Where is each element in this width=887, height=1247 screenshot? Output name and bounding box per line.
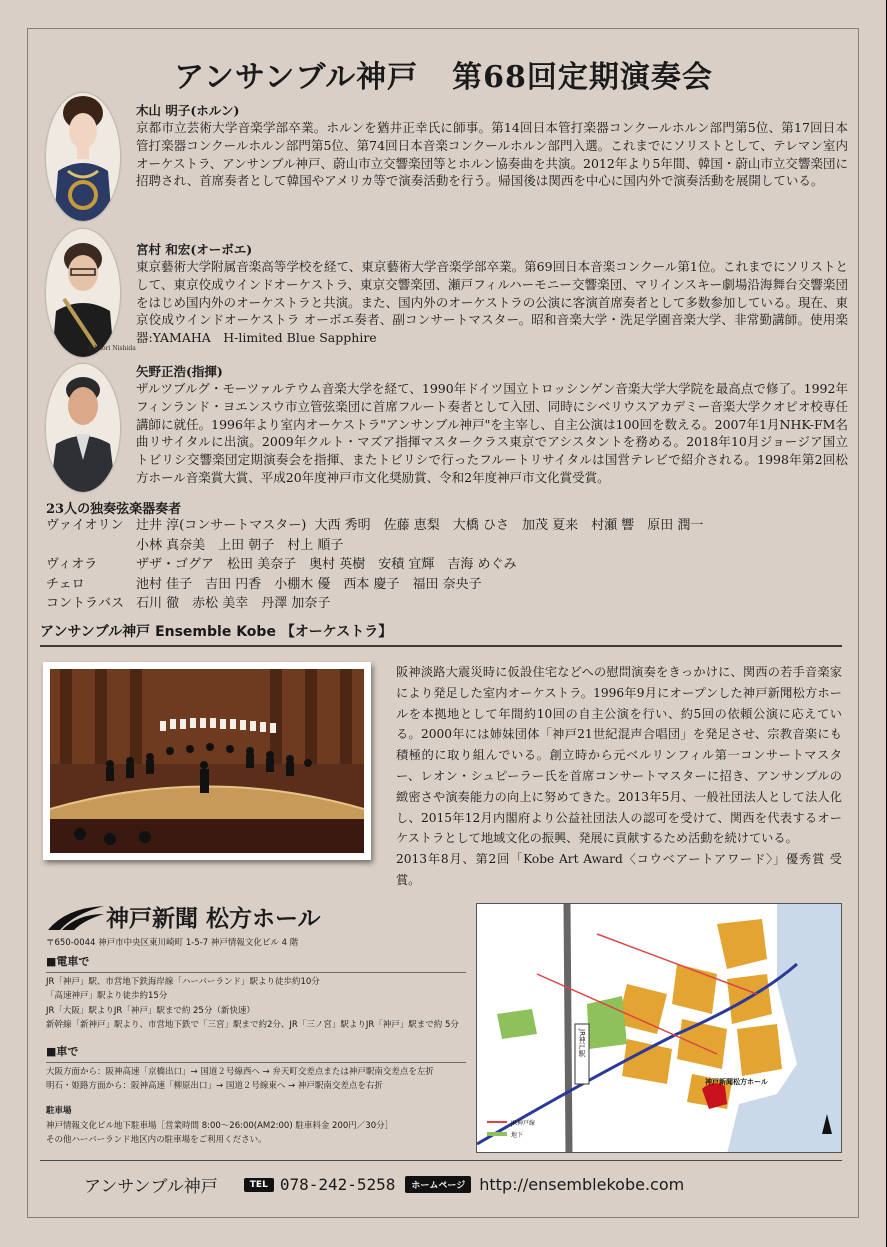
map-station-label: JR神戸駅 — [578, 1029, 586, 1057]
instrument-label: チェロ — [46, 576, 85, 592]
ensemble-name-jp: アンサンブル神戸 — [40, 624, 151, 640]
hall-name: 神戸新聞 松方ホール — [106, 906, 321, 932]
instrument-label: ヴァイオリン — [46, 518, 124, 533]
roster-row — [46, 516, 703, 536]
train-line: JR「大阪」駅よりJR「神戸」駅まで約 25分（新快速） — [46, 1005, 255, 1016]
train-line: 新幹線「新神戸」駅より、市営地下鉄で「三宮」駅まで約2分、JR「三ノ宮」駅よりJR「神戸」駅まで約 5分 — [46, 1020, 459, 1030]
instrument-label — [46, 536, 136, 556]
soloist-3-bio: ザルツブルグ・モーツァルテウム音楽大学を経て、1990年ドイツ国立トロッシンゲン音楽大学大学院を最高点で修了。1992年フィンランド・ヨエンスウ市立管弦楽団に首席フルート奏者として入団、同時にシベリウスアカデミー音楽大学クオピオ校専任講師に就任。1996年より室内オーケストラ"アンサンブル神戸"を主宰し、自主公演は100回を数える。2007年1月NHK-FM名曲リサイタルに出演。2009年クルト・マズア指揮マスタークラス東京でアシスタントを務める。2018年10月ジョージア国立トビリシ交響楽団定期演奏会を指揮、またトビリシで行ったフルートリサイタルは国営テレビで紹介される。1998年第2回松方ホール音楽賞大賞、平成20年度神戸市文化奨励賞、令和2年度神戸市文化賞受賞。 — [136, 381, 848, 485]
homepage-tag: ホームページ — [405, 1176, 471, 1193]
train-line: 「高速神戸」駅より徒歩約15分 — [46, 991, 168, 1001]
map-legend-1: JR神戸線 — [511, 1120, 535, 1127]
parking-line: 神戸情報文化ビル地下駐車場［営業時間 8:00～26:00(AM2:00) 駐車料金 200円／30分］ — [46, 1120, 394, 1131]
train-line: JR「神戸」駅、市営地下鉄海岸線「ハーバーランド」駅より徒歩約10分 — [46, 976, 320, 987]
soloist-2-bio: 東京藝術大学附属音楽高等学校を経て、東京藝術大学音楽学部卒業。第69回日本音楽コンクール第1位。これまでにソリストとして、東京佼成ウインドオーケストラ、東京交響楽団、瀬戸フィルハーモニー交響楽団、マリインスキー劇場沿海舞台交響楽団をはじめ国内外のオーケストラと共演。また、国内外のオーケストラの公演に客演首席奏者として多数参加している。現在、東京佼成ウインドオーケストラ オーボエ奏者、副コンサートマスター。昭和音楽大学・洗足学園音楽大学、非常勤講師。使用楽器:YAMAHA H-limited Blue Sapphire — [136, 259, 848, 346]
hall-logo-icon — [46, 902, 106, 932]
car-line: 大阪方面から：阪神高速「京橋出口」→ 国道２号線西へ → 弁天町交差点または神戸駅南交差点を左折 — [46, 1066, 434, 1077]
instrument-label: コントラバス — [46, 596, 125, 611]
orchestra-photo — [43, 662, 371, 860]
access-map — [476, 903, 842, 1153]
player-names: 石川 徹 赤松 美幸 丹澤 加奈子 — [136, 596, 331, 611]
photo-credit: ©Kaori Nishida — [88, 345, 136, 352]
footer-tel: 078-242-5258 — [279, 1175, 396, 1194]
ensemble-tag: 【オーケストラ】 — [280, 624, 393, 640]
roster-row — [46, 594, 703, 614]
portrait-miyamura — [46, 229, 120, 357]
hall-logo — [46, 900, 321, 933]
soloist-2-name: 宮村 和宏(オーボエ) — [136, 242, 253, 257]
map-hall-label: 神戸新聞松方ホール — [705, 1078, 768, 1086]
divider — [40, 645, 842, 647]
access-train — [46, 955, 466, 1033]
soloist-1-bio: 京都市立芸術大学音楽学部卒業。ホルンを猶井正幸氏に師事。第14回日本管打楽器コンクールホルン部門第5位、第17回日本管打楽器コンクールホルン部門第5位、第74回日本音楽コンクールホルン部門入選。これまでにソリストとして、テレマン室内オーケストラ、アンサンブル神戸、蔚山市立交響楽団等とホルン協奏曲を共演。2012年より5年間、韓国・蔚山市立交響楽団に招聘され、首席奏者として韓国やアメリカ等で演奏活動を行う。帰国後は関西を中心に国内外で演奏活動を展開している。 — [136, 120, 848, 189]
player-names: 辻井 淳(コンサートマスター) 大西 秀明 佐藤 恵梨 大橋 ひさ 加茂 夏来 村瀬 響 原田 潤一 — [136, 518, 704, 533]
player-names: 小林 真奈美 上田 朝子 村上 順子 — [136, 537, 344, 553]
soloist-3-name: 矢野正浩(指揮) — [136, 364, 223, 379]
concert-title — [0, 52, 887, 96]
train-heading: ■電車で — [46, 955, 466, 973]
players-roster — [46, 516, 703, 614]
instrument-label: ヴィオラ — [46, 557, 98, 572]
ensemble-text: 阪神淡路大震災時に仮設住宅などへの慰問演奏をきっかけに、関西の若手音楽家により発足した室内オーケストラ。1996年9月にオープンした神戸新聞松方ホールを本拠地として年間約10回の自主公演を行い、約5回の依頼公演に応えている。2000年には姉妹団体「神戸21世紀混声合唱団」を発足させ、宗教音楽にも積極的に取り組んでいる。創立時から元ベルリンフィル第一コンサートマスター、レオン・シュピーラー氏を首席コンサートマスターに招き、アンサンブルの緻密さや演奏能力の向上に努めてきた。2013年5月、一般社団法人として法人化し、2015年12月内閣府より公益社団法人の認可を受けて、関西を代表するオーケストラとして地域文化の振興、発展に貢献するため活動を続けている。 — [396, 665, 842, 846]
tel-tag: TEL — [244, 1178, 274, 1192]
parking-heading: 駐車場 — [46, 1106, 72, 1116]
ensemble-award: 2013年8月、第2回「Kobe Art Award〈コウベアートアワード〉」優秀賞 受賞。 — [396, 852, 842, 887]
hall-address: 〒650-0044 神戸市中央区東川崎町 1-5-7 神戸情報文化ビル 4 階 — [46, 938, 299, 948]
car-line: 明石・姫路方面から：阪神高速「柳原出口」→ 国道２号線東へ → 神戸駅南交差点を右折 — [46, 1081, 383, 1091]
roster-row — [46, 575, 703, 595]
portrait-yano — [46, 364, 120, 492]
divider — [40, 1160, 842, 1161]
title-concert: 第68回定期演奏会 — [452, 60, 713, 95]
roster-row — [46, 555, 703, 575]
title-ensemble: アンサンブル神戸 — [174, 60, 419, 95]
access-parking — [46, 1104, 466, 1148]
ensemble-heading — [40, 621, 392, 641]
parking-line: その他ハーバーランド地区内の駐車場をご利用ください。 — [46, 1135, 267, 1145]
footer-url[interactable]: http://ensemblekobe.com — [479, 1175, 685, 1194]
footer — [84, 1172, 684, 1197]
players-heading: 23人の独奏弦楽器奏者 — [46, 502, 182, 517]
footer-name: アンサンブル神戸 — [84, 1177, 218, 1197]
map-legend-2: 地下 — [511, 1132, 524, 1139]
roster-row — [46, 536, 703, 556]
portrait-kiyama — [46, 93, 120, 221]
soloist-1-name: 木山 明子(ホルン) — [136, 103, 240, 118]
ensemble-name-en: Ensemble Kobe — [155, 624, 276, 640]
player-names: ザザ・ゴグア 松田 美奈子 奥村 英樹 安積 宜輝 吉海 めぐみ — [136, 557, 517, 572]
car-heading: ■車で — [46, 1045, 466, 1063]
player-names: 池村 佳子 吉田 円香 小棚木 優 西本 慶子 福田 奈央子 — [136, 576, 482, 592]
access-car — [46, 1045, 466, 1094]
ensemble-description — [396, 662, 842, 891]
